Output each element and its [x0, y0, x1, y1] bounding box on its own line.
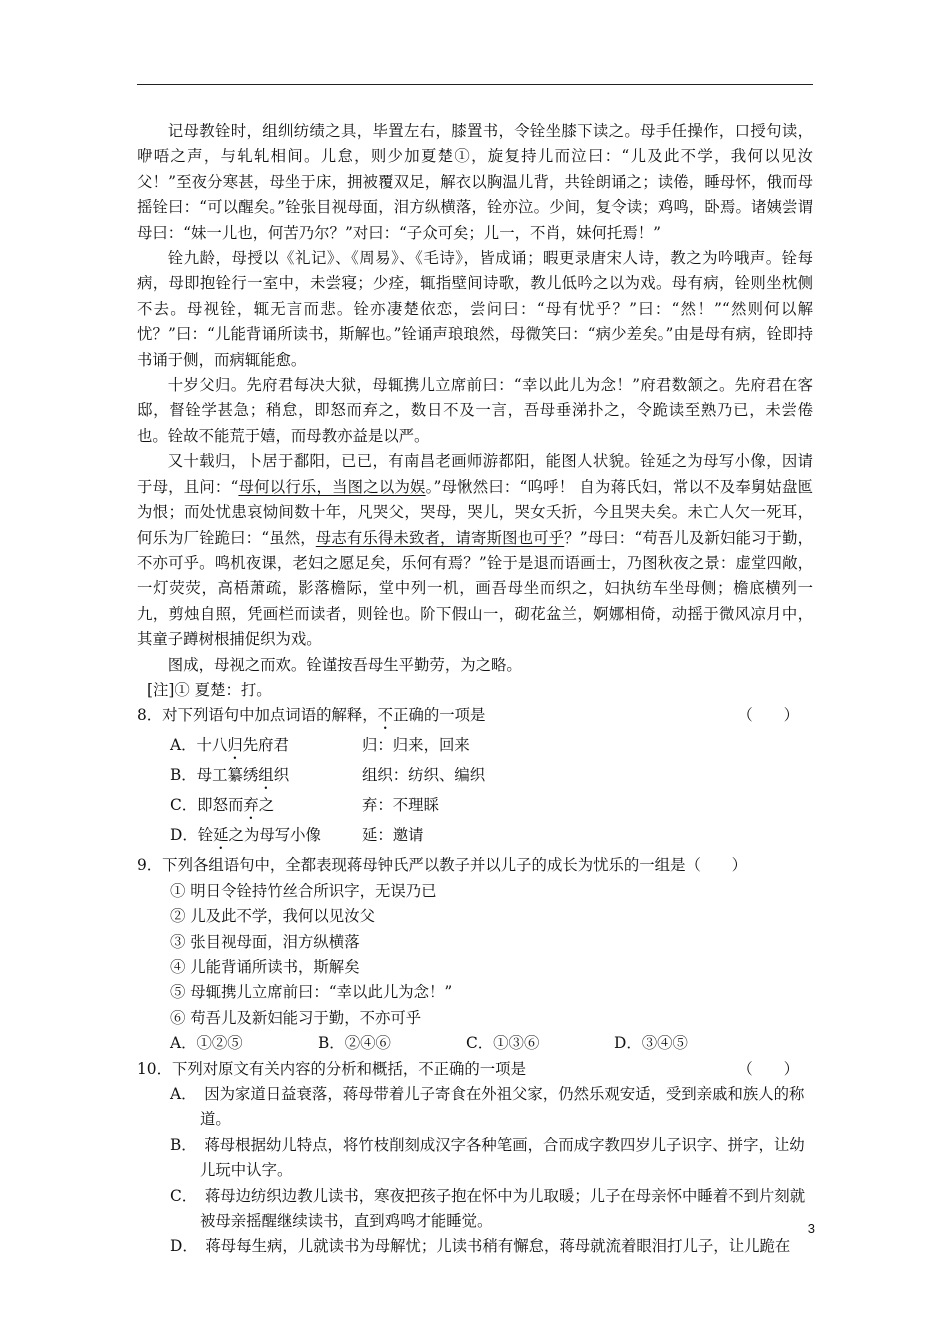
- header-rule: [137, 84, 813, 85]
- q10-option-d: D． 蒋母每生病，儿就读书为母解忧；儿读书稍有懈怠，蒋母就流着眼泪打儿子，让儿跪在: [170, 1237, 791, 1256]
- q9-choice-c: C．①③⑥: [466, 1034, 540, 1053]
- option-text: 先府君: [242, 736, 289, 755]
- p4-text-b: 。”母愀然曰：“呜呼！ 自为蒋氏妇，常以不及奉舅姑盘匜为恨；而处忧患哀恸间数十年，凡哭父，哭母，哭儿，哭女夭折，今且哭夫矣。未亡人欠一死耳，何乐为厂铨跪曰：“虽然，: [137, 477, 813, 547]
- passage-note: [注]① 夏楚：打。: [147, 680, 272, 699]
- question-8: [137, 703, 813, 853]
- q9-item: ⑤ 母辄携儿立席前曰：“幸以此儿为念！”: [170, 983, 453, 1002]
- passage-paragraph-2: 铨九龄，母授以《礼记》、《周易》、《毛诗》，皆成诵；暇更录唐宋人诗，教之为吟哦声。铨每病，母即抱铨行一室中，未尝寝；少痊，辄指壁间诗歌，教儿低吟之以为戏。母有病，铨则坐枕侧不去。母视铨，辄无言而悲。铨亦凄楚依恋，尝问曰：“母有忧乎？”曰：“然！”“然则何以解忧？”曰：“儿能背诵所读书，斯解也。”铨诵声琅琅然，母微笑曰：“病少差矣。”由是母有病，铨即持书诵于侧，而病辄能愈。: [137, 249, 813, 369]
- q9-choice-a: A．①②⑤: [170, 1034, 243, 1053]
- q9-item: ④ 儿能背诵所读书，斯解矣: [170, 957, 360, 976]
- option-letter: B．: [170, 766, 197, 785]
- option-letter: A．: [170, 736, 197, 755]
- q8-option-d: [137, 823, 813, 853]
- passage-paragraph-1: 记母教铨时，组𬘓纺绩之具，毕置左右，膝置书，令铨坐膝下读之。母手任操作，口授句读，咿唔之声，与轧轧相间。儿怠，则少加夏楚①，旋复持儿而泣曰：“儿及此不学，我何以见汝父！”至夜分寒甚，母坐于床，拥被覆双足，解衣以胸温儿背，共铨朗诵之；读倦，睡母怀，俄而母摇铨曰：“可以醒矣。”铨张目视母面，泪方纵横落，铨亦泣。少间，复令读；鸡鸣，卧焉。诸姨尝谓母曰：“妹一儿也，何苦乃尔？”对曰：“子众可矣；儿一，不肖，妹何托焉！”: [137, 122, 813, 242]
- passage-paragraph-4: [137, 449, 813, 652]
- q10-option-b: B． 蒋母根据幼儿特点，将竹枝削刻成汉字各种笔画，合而成字教四岁儿子识字、拼字，让幼儿玩中认字。: [170, 1135, 805, 1180]
- option-text: 铨: [197, 826, 214, 845]
- question-10-stem: 10．下列对原文有关内容的分析和概括，不正确的一项是: [137, 1059, 526, 1078]
- q9-choice-d: D．③④⑤: [614, 1034, 688, 1053]
- q8-stem-dot: 不: [377, 706, 394, 725]
- dotted-word: 组: [258, 766, 274, 785]
- q9-choice-b: B．②④⑥: [318, 1034, 391, 1053]
- q9-item: ③ 张目视母面，泪方纵横落: [170, 932, 360, 951]
- passage-paragraph-5: 图成，母视之而欢。铨谨按吾母生平勤劳，为之略。: [167, 655, 522, 674]
- p4-text-c: ？”母曰：“苟吾儿及新妇能习于勤，不亦可乎。鸣机夜课，老妇之愿足矣，乐何有焉？”铨于是退而语画士，乃图秋夜之景：虚堂四敞，一灯荧荧，高梧萧疏，影落檐际，堂中列一机，画吾母坐而织之，妇执纺车坐母侧；檐底横列一九，剪烛自照，凭画栏而读者，则铨也。阶下假山一，砌花盆兰，婀娜相倚，动摇于微风凉月中，其童子蹲树根捕促织为戏。: [137, 528, 813, 649]
- option-gloss: 归：归来，回来: [362, 736, 470, 755]
- option-gloss: 组织：纺织、编织: [362, 766, 486, 785]
- option-gloss: 延：邀请: [362, 826, 424, 845]
- q8-option-c: [137, 793, 813, 823]
- q9-item: ② 儿及此不学，我何以见汝父: [170, 907, 375, 926]
- q8-option-b: [137, 763, 813, 793]
- underlined-sentence-2: 母志有乐得未致者，请寄斯图也可乎: [315, 528, 565, 547]
- page-number: 3: [807, 1221, 815, 1236]
- option-text: 母工纂绣: [196, 766, 259, 785]
- p4-text-a: 又十载归，卜居于鄱阳，已已，有南昌老画师游都阳，能图人状貌。铨延之为母写小像，因请于母，且问：“: [137, 452, 813, 496]
- option-letter: D．: [170, 826, 198, 845]
- dotted-word: 延: [213, 826, 229, 845]
- option-text: 十八: [196, 736, 228, 755]
- option-text: 织: [273, 766, 290, 785]
- question-8-answer-blank: （ ）: [737, 706, 799, 725]
- dotted-word: 归: [227, 736, 243, 755]
- question-8-stem: [137, 703, 813, 733]
- passage-paragraph-3: 十岁父归。先府君每决大狱，母辄携儿立席前曰：“幸以此儿为念！”府君数颔之。先府君在客邸，督铨学甚急；稍怠，即怒而弃之，数日不及一言，吾母垂涕扑之，令跪读至熟乃已，未尝倦也。铨故不能荒于嬉，而母教亦益是以严。: [137, 376, 813, 445]
- dotted-word: 弃: [243, 796, 259, 815]
- document-body: [137, 119, 813, 1260]
- question-9: [137, 853, 813, 1056]
- underlined-sentence-1: 母何以行乐，当图之以为娱: [238, 477, 426, 496]
- q9-choices: [137, 1031, 813, 1056]
- option-text: 之为母写小像: [228, 826, 321, 845]
- q8-option-a: [137, 733, 813, 763]
- option-text: 即怒而: [197, 796, 244, 815]
- question-10: [137, 1057, 813, 1260]
- q10-option-c: C． 蒋母边纺织边教儿读书，寒夜把孩子抱在怀中为儿取暖；儿子在母亲怀中睡着不到片刻就被母亲摇醒继续读书，直到鸡鸣才能睡觉。: [170, 1186, 806, 1231]
- q8-stem-pre: 8．对下列语句中加点词语的解释，: [137, 706, 378, 725]
- q10-option-a: A． 因为家道日益衰落，蒋母带着儿子寄食在外祖父家，仍然乐观安适，受到亲戚和族人的称道。: [170, 1085, 805, 1129]
- q8-stem-post: 正确的一项是: [393, 706, 486, 725]
- q9-item: ① 明日令铨持竹丝合所识字，无误乃已: [170, 881, 437, 900]
- question-9-stem: 9．下列各组语句中，全都表现蒋母钟氏严以教子并以儿子的成长为忧乐的一组是（ ）: [137, 856, 748, 875]
- question-10-answer-blank: （ ）: [737, 1059, 799, 1078]
- option-letter: C．: [170, 796, 198, 815]
- option-text: 之: [258, 796, 275, 815]
- q9-item: ⑥ 苟吾儿及新妇能习于勤，不亦可乎: [170, 1008, 422, 1027]
- option-gloss: 弃：不理睬: [362, 796, 439, 815]
